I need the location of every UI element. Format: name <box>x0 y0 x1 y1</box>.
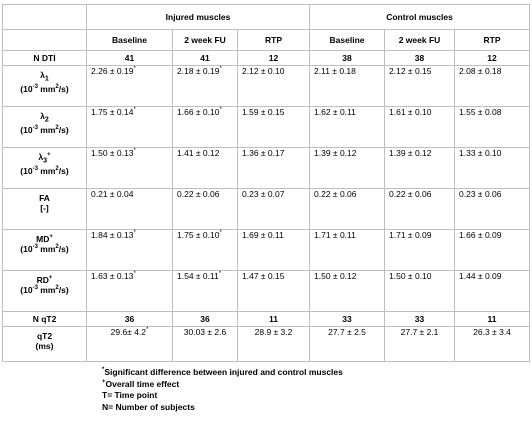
cell-n-qt2-3: 33 <box>310 312 385 327</box>
cell-fa-2: 0.23 ± 0.07 <box>238 189 310 230</box>
cell-md-5: 1.66 ± 0.09 <box>455 230 530 271</box>
cell-rd-0: 1.63 ± 0.13* <box>87 271 173 312</box>
footnote-significance: *Significant difference between injured and control muscles <box>102 367 343 377</box>
table-row-qt2 <box>3 327 530 362</box>
cell-lambda3-5: 1.33 ± 0.10 <box>455 148 530 189</box>
row-label-n-dti: N DTI <box>3 51 87 66</box>
cell-qt2-5: 26.3 ± 3.4 <box>455 327 530 362</box>
cell-n-qt2-5: 11 <box>455 312 530 327</box>
row-label-lambda2: $\lambda_2$ ($10^{-3}$ $mm^2/s$) <box>3 107 87 148</box>
cell-lambda1-2: 2.12 ± 0.10 <box>238 66 310 107</box>
cell-n-qt2-1: 36 <box>173 312 238 327</box>
cell-fa-1: 0.22 ± 0.06 <box>173 189 238 230</box>
cell-lambda1-0: 2.26 ± 0.19* <box>87 66 173 107</box>
cell-lambda2-5: 1.55 ± 0.08 <box>455 107 530 148</box>
cell-n-qt2-4: 33 <box>385 312 455 327</box>
cell-rd-2: 1.47 ± 0.15 <box>238 271 310 312</box>
row-label-rd: RD+ ($10^{-3}$ $mm^2/s$) <box>3 271 87 312</box>
col-header-injured-2wk: 2 week FU <box>173 30 238 51</box>
cell-rd-4: 1.50 ± 0.10 <box>385 271 455 312</box>
cell-n-dti-1: 41 <box>173 51 238 66</box>
cell-qt2-3: 27.7 ± 2.5 <box>310 327 385 362</box>
table-row-md <box>3 230 530 271</box>
cell-lambda3-3: 1.39 ± 0.12 <box>310 148 385 189</box>
cell-lambda3-1: 1.41 ± 0.12 <box>173 148 238 189</box>
cell-fa-5: 0.23 ± 0.06 <box>455 189 530 230</box>
cell-n-qt2-2: 11 <box>238 312 310 327</box>
cell-md-2: 1.69 ± 0.11 <box>238 230 310 271</box>
col-header-injured-baseline: Baseline <box>87 30 173 51</box>
cell-qt2-0: 29.6± 4.2* <box>87 327 173 362</box>
cell-lambda2-2: 1.59 ± 0.15 <box>238 107 310 148</box>
row-label-fa: FA [-] <box>3 189 87 230</box>
cell-qt2-1: 30.03 ± 2.6 <box>173 327 238 362</box>
row-label-qt2: qT2 (ms) <box>3 327 87 362</box>
corner-cell-2 <box>3 30 87 51</box>
cell-md-1: 1.75 ± 0.10* <box>173 230 238 271</box>
cell-qt2-4: 27.7 ± 2.1 <box>385 327 455 362</box>
cell-md-4: 1.71 ± 0.09 <box>385 230 455 271</box>
cell-lambda1-3: 2.11 ± 0.18 <box>310 66 385 107</box>
cell-n-dti-5: 12 <box>455 51 530 66</box>
table-row-n-qt2 <box>3 312 530 327</box>
cell-fa-0: 0.21 ± 0.04 <box>87 189 173 230</box>
table-row-lambda1 <box>3 66 530 107</box>
group-header-row <box>3 5 530 30</box>
cell-rd-3: 1.50 ± 0.12 <box>310 271 385 312</box>
table-row-n-dti <box>3 51 530 66</box>
results-table <box>2 4 530 362</box>
cell-rd-5: 1.44 ± 0.09 <box>455 271 530 312</box>
cell-lambda1-1: 2.18 ± 0.19* <box>173 66 238 107</box>
cell-lambda2-1: 1.66 ± 0.10* <box>173 107 238 148</box>
cell-n-dti-0: 41 <box>87 51 173 66</box>
footnote-time-effect: +Overall time effect <box>102 378 180 389</box>
row-label-lambda3: $\lambda_3^+$ ($10^{-3}$ $mm^2/s$) <box>3 148 87 189</box>
col-header-control-baseline: Baseline <box>310 30 385 51</box>
cell-n-dti-4: 38 <box>385 51 455 66</box>
cell-md-0: 1.84 ± 0.13* <box>87 230 173 271</box>
footnotes <box>102 367 343 413</box>
col-header-control-rtp: RTP <box>455 30 530 51</box>
cell-lambda3-2: 1.36 ± 0.17 <box>238 148 310 189</box>
cell-lambda2-3: 1.62 ± 0.11 <box>310 107 385 148</box>
table-row-fa <box>3 189 530 230</box>
row-label-md: MD+ ($10^{-3}$ $mm^2/s$) <box>3 230 87 271</box>
group-control-header: Control muscles <box>310 5 530 30</box>
cell-qt2-2: 28.9 ± 3.2 <box>238 327 310 362</box>
group-injured-header: Injured muscles <box>87 5 310 30</box>
cell-fa-3: 0.22 ± 0.06 <box>310 189 385 230</box>
cell-n-dti-2: 12 <box>238 51 310 66</box>
cell-fa-4: 0.22 ± 0.06 <box>385 189 455 230</box>
col-header-injured-rtp: RTP <box>238 30 310 51</box>
cell-md-3: 1.71 ± 0.11 <box>310 230 385 271</box>
cell-n-dti-3: 38 <box>310 51 385 66</box>
column-header-row <box>3 30 530 51</box>
row-label-n-qt2: N qT2 <box>3 312 87 327</box>
table-row-lambda3 <box>3 148 530 189</box>
corner-cell <box>3 5 87 30</box>
col-header-control-2wk: 2 week FU <box>385 30 455 51</box>
cell-lambda2-4: 1.61 ± 0.10 <box>385 107 455 148</box>
table-row-lambda2 <box>3 107 530 148</box>
cell-lambda1-4: 2.12 ± 0.15 <box>385 66 455 107</box>
cell-lambda1-5: 2.08 ± 0.18 <box>455 66 530 107</box>
footnote-time-point: T= Time point <box>102 390 158 400</box>
row-label-lambda1: $\lambda_1$ ($10^{-3}$ $mm^2/s$) <box>3 66 87 107</box>
cell-lambda2-0: 1.75 ± 0.14* <box>87 107 173 148</box>
cell-rd-1: 1.54 ± 0.11* <box>173 271 238 312</box>
cell-lambda3-0: 1.50 ± 0.13* <box>87 148 173 189</box>
footnote-subjects: N= Number of subjects <box>102 401 195 412</box>
cell-n-qt2-0: 36 <box>87 312 173 327</box>
cell-lambda3-4: 1.39 ± 0.12 <box>385 148 455 189</box>
table-row-rd <box>3 271 530 312</box>
